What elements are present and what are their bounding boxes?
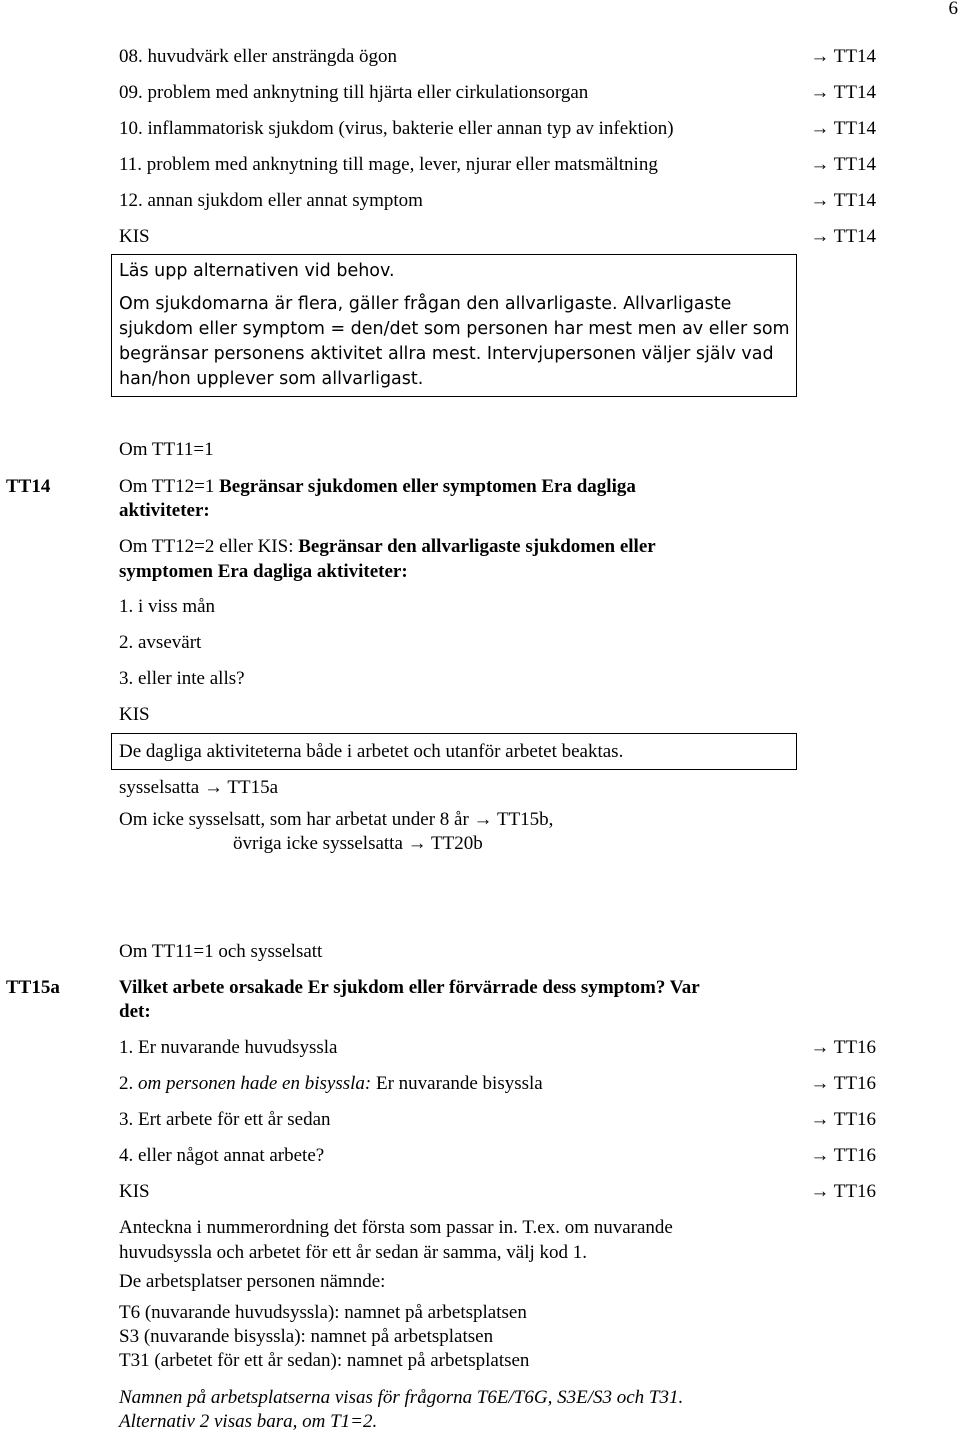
option-text: Er nuvarande bisyssla bbox=[376, 1073, 543, 1094]
note-line: sjukdom eller symptom = den/det som personen har mest men av eller som bbox=[119, 319, 790, 339]
note-line: Om sjukdomarna är flera, gäller frågan den allvarligaste. Allvarligaste bbox=[119, 294, 732, 314]
note-line: Anteckna i nummerordning det första som passar in. T.ex. om nuvarande bbox=[119, 1217, 673, 1238]
list-item bbox=[0, 1037, 960, 1059]
routing-target: → TT14 bbox=[810, 46, 876, 67]
routing-target: → TT16 bbox=[810, 1037, 876, 1058]
workplace-line: T31 (arbetet för ett år sedan): namnet på arbetsplatsen bbox=[119, 1350, 530, 1371]
list-item bbox=[0, 118, 960, 140]
answer-option: 3. eller inte alls? bbox=[119, 668, 245, 689]
routing-target: → TT14 bbox=[810, 226, 876, 247]
workplaces-heading: De arbetsplatser personen nämnde: bbox=[119, 1271, 386, 1292]
question-text-cont: det: bbox=[119, 1001, 151, 1022]
routing-instruction: sysselsatta → TT15a bbox=[119, 777, 279, 798]
answer-option bbox=[119, 1073, 543, 1095]
question-text bbox=[119, 476, 636, 498]
page-number: 6 bbox=[948, 0, 958, 19]
question-bold-cont: symptomen Era dagliga aktiviteter: bbox=[119, 561, 408, 582]
answer-option: 2. avsevärt bbox=[119, 632, 202, 653]
list-item-text: KIS bbox=[119, 226, 150, 247]
note-line: begränsar personens aktivitet allra mest. Intervjupersonen väljer själv vad bbox=[119, 344, 774, 364]
option-condition: om personen hade en bisyssla: bbox=[138, 1073, 372, 1094]
routing-target: → TT14 bbox=[810, 118, 876, 139]
list-item-text: 08. huvudvärk eller ansträngda ögon bbox=[119, 46, 398, 67]
question-condition: Om TT11=1 bbox=[119, 439, 214, 460]
question-prefix: Om TT12=1 bbox=[119, 476, 215, 497]
list-item-text: 12. annan sjukdom eller annat symptom bbox=[119, 190, 423, 211]
list-item bbox=[0, 1145, 960, 1167]
answer-option: 1. Er nuvarande huvudsyssla bbox=[119, 1037, 338, 1058]
list-item bbox=[0, 154, 960, 176]
list-item-text: 11. problem med anknytning till mage, lever, njurar eller matsmältning bbox=[119, 154, 658, 175]
routing-target: → TT14 bbox=[810, 190, 876, 211]
footnote-line: Alternativ 2 visas bara, om T1=2. bbox=[119, 1411, 378, 1432]
routing-target: → TT16 bbox=[810, 1181, 876, 1202]
note-line: han/hon upplever som allvarligast. bbox=[119, 369, 424, 389]
question-text: Vilket arbete orsakade Er sjukdom eller förvärrade dess symptom? Var bbox=[119, 977, 700, 998]
answer-option: 1. i viss mån bbox=[119, 596, 216, 617]
answer-option: KIS bbox=[119, 704, 150, 725]
list-item bbox=[0, 226, 960, 248]
routing-target: → TT14 bbox=[810, 154, 876, 175]
list-item bbox=[0, 1073, 960, 1095]
question-condition: Om TT11=1 och sysselsatt bbox=[119, 941, 323, 962]
list-item bbox=[0, 1109, 960, 1131]
answer-option: 4. eller något annat arbete? bbox=[119, 1145, 325, 1166]
note-line: De dagliga aktiviteterna både i arbetet och utanför arbetet beaktas. bbox=[119, 741, 624, 762]
routing-target: → TT16 bbox=[810, 1109, 876, 1130]
answer-option: 3. Ert arbete för ett år sedan bbox=[119, 1109, 331, 1130]
option-number: 2. bbox=[119, 1073, 138, 1094]
list-item-text: 09. problem med anknytning till hjärta eller cirkulationsorgan bbox=[119, 82, 589, 103]
note-line: Läs upp alternativen vid behov. bbox=[119, 261, 395, 281]
list-item bbox=[0, 190, 960, 212]
routing-target: → TT16 bbox=[810, 1145, 876, 1166]
question-bold-cont: aktiviteter: bbox=[119, 500, 210, 521]
routing-target: → TT14 bbox=[810, 82, 876, 103]
list-item bbox=[0, 46, 960, 68]
workplace-line: S3 (nuvarande bisyssla): namnet på arbetsplatsen bbox=[119, 1326, 494, 1347]
question-prefix: Om TT12=2 eller KIS: bbox=[119, 536, 294, 557]
question-bold: Begränsar sjukdomen eller symptomen Era dagliga bbox=[219, 476, 636, 497]
routing-instruction: Om icke sysselsatt, som har arbetat under 8 år → TT15b, bbox=[119, 809, 554, 830]
workplace-line: T6 (nuvarande huvudsyssla): namnet på arbetsplatsen bbox=[119, 1302, 527, 1323]
question-code: TT15a bbox=[6, 977, 60, 998]
list-item bbox=[0, 1181, 960, 1203]
routing-instruction: övriga icke sysselsatta → TT20b bbox=[233, 833, 483, 854]
question-text bbox=[119, 536, 656, 558]
question-code: TT14 bbox=[6, 476, 51, 497]
footnote-line: Namnen på arbetsplatserna visas för frågorna T6E/T6G, S3E/S3 och T31. bbox=[119, 1387, 684, 1408]
list-item bbox=[0, 82, 960, 104]
routing-target: → TT16 bbox=[810, 1073, 876, 1094]
question-bold: Begränsar den allvarligaste sjukdomen eller bbox=[298, 536, 656, 557]
list-item-text: 10. inflammatorisk sjukdom (virus, bakterie eller annan typ av infektion) bbox=[119, 118, 674, 139]
answer-option: KIS bbox=[119, 1181, 150, 1202]
note-line: huvudsyssla och arbetet för ett år sedan är samma, välj kod 1. bbox=[119, 1242, 587, 1263]
